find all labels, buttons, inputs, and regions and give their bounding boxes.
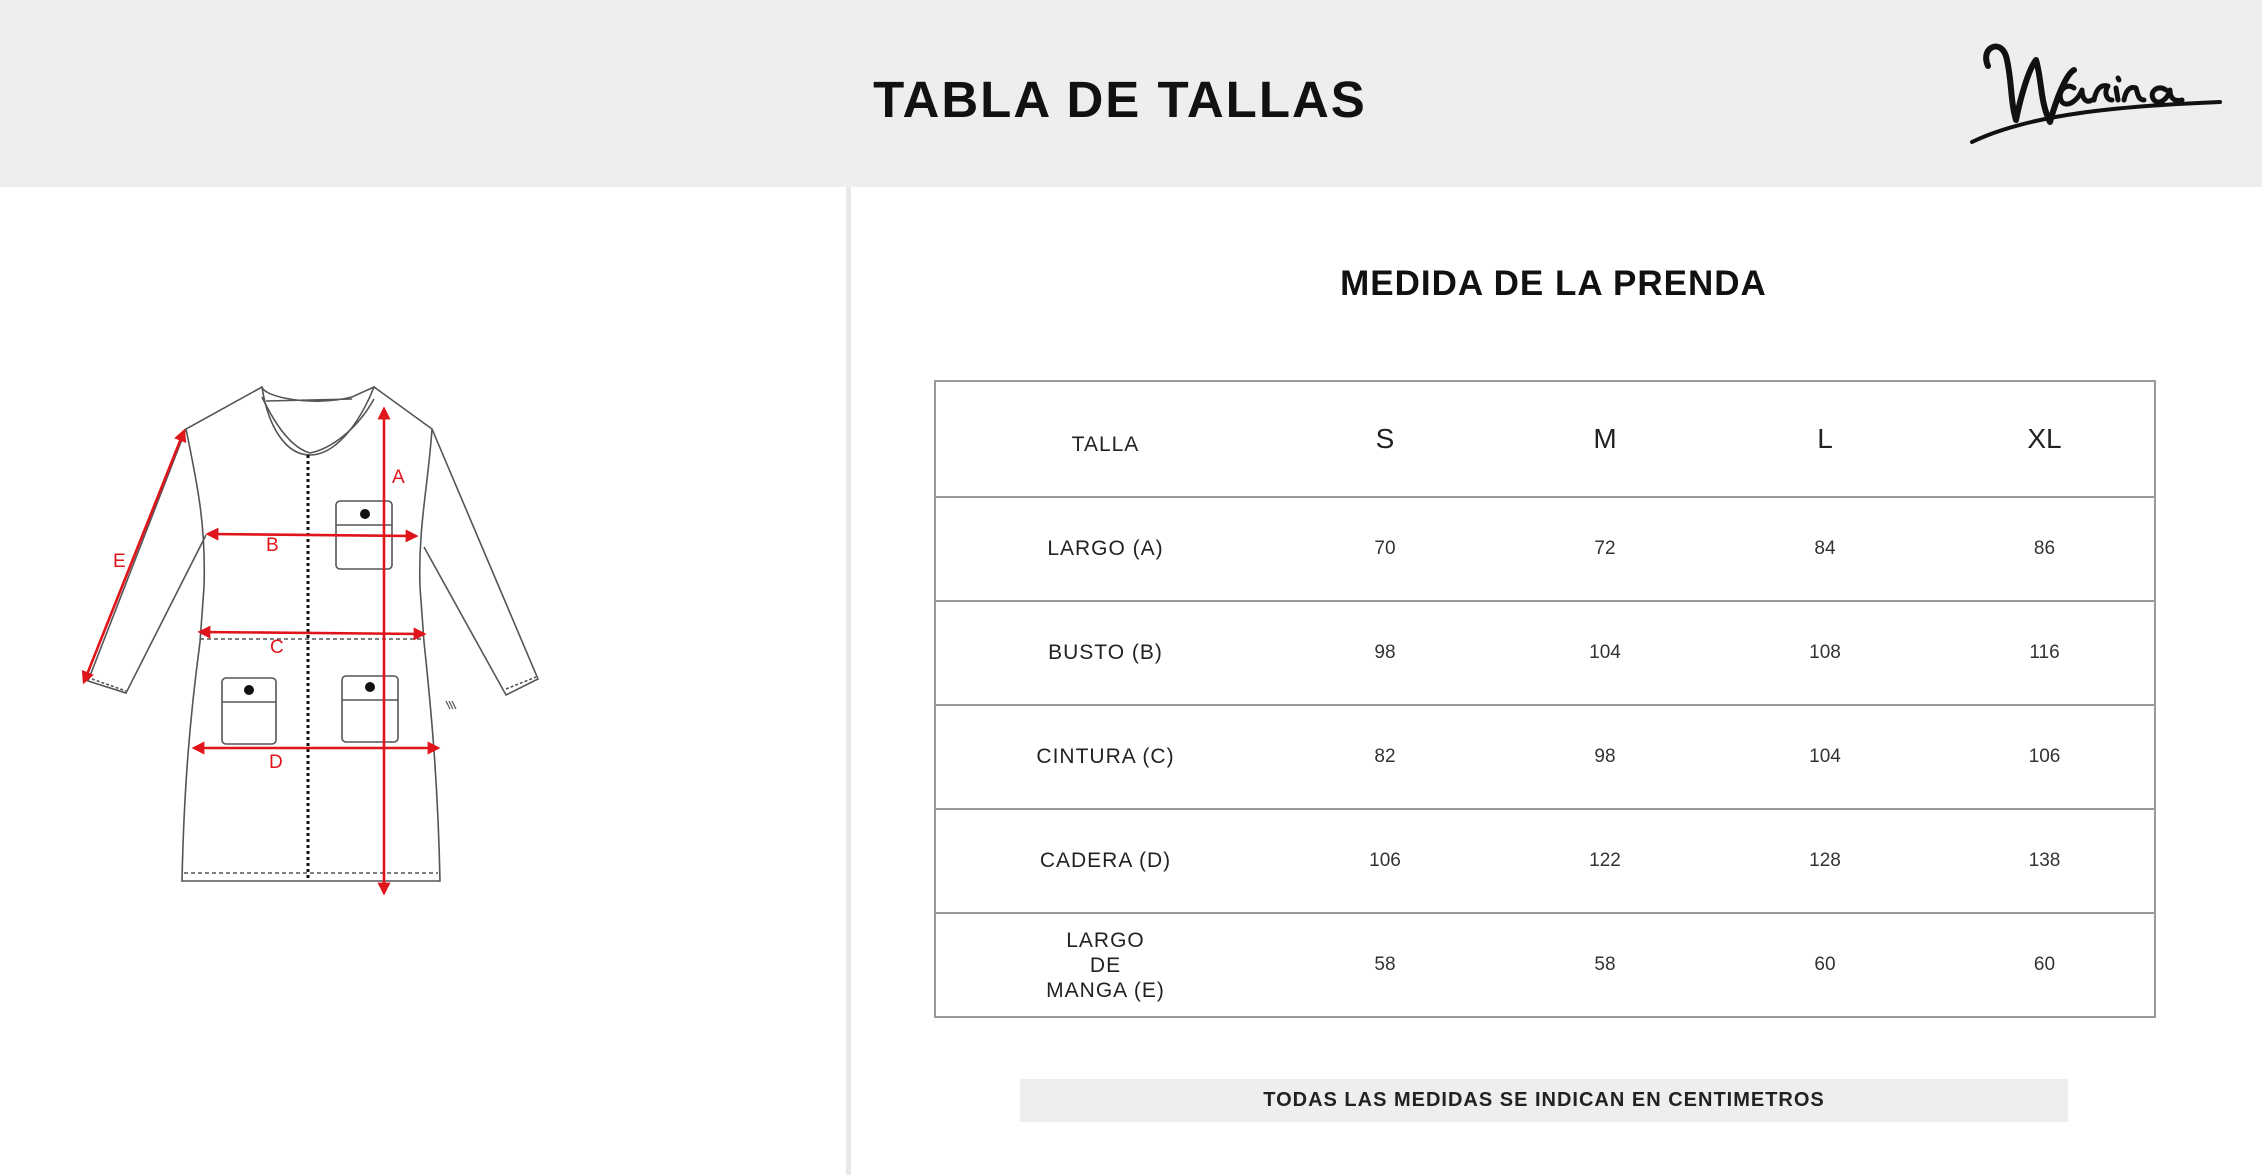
row-label: CADERA (D) xyxy=(935,809,1275,913)
button-dot xyxy=(360,509,370,519)
row-label-lines xyxy=(1046,928,1165,1003)
table-cell: 104 xyxy=(1495,601,1715,705)
table-cell: 98 xyxy=(1495,705,1715,809)
table-cell: 98 xyxy=(1275,601,1495,705)
brand-logo xyxy=(1970,30,2228,148)
table-header-row xyxy=(935,381,2155,497)
table-cell: 106 xyxy=(1275,809,1495,913)
row-label-line: LARGO xyxy=(1066,928,1145,952)
label-a: A xyxy=(392,467,405,488)
table-cell: 116 xyxy=(1935,601,2155,705)
table-cell: 72 xyxy=(1495,497,1715,601)
table-cell: 108 xyxy=(1715,601,1935,705)
page-title: TABLA DE TALLAS xyxy=(873,71,1367,128)
row-label: CINTURA (C) xyxy=(935,705,1275,809)
arrow-c xyxy=(200,632,424,634)
table-cell: 122 xyxy=(1495,809,1715,913)
size-header: S xyxy=(1275,381,1495,497)
row-label-line: DE xyxy=(1089,953,1122,977)
table-cell: 82 xyxy=(1275,705,1495,809)
table-row xyxy=(935,705,2155,809)
units-note: TODAS LAS MEDIDAS SE INDICAN EN CENTIMETROS xyxy=(1020,1079,2068,1122)
table-cell: 138 xyxy=(1935,809,2155,913)
size-header: M xyxy=(1495,381,1715,497)
section-title: MEDIDA DE LA PRENDA xyxy=(1340,264,1767,303)
button-dot xyxy=(365,682,375,692)
table-cell: 104 xyxy=(1715,705,1935,809)
row-label: LARGO (A) xyxy=(935,497,1275,601)
button-dot xyxy=(244,685,254,695)
size-header: L xyxy=(1715,381,1935,497)
garment-diagram xyxy=(0,187,846,1175)
size-table xyxy=(934,380,2156,1018)
table-cell: 84 xyxy=(1715,497,1935,601)
row-label: BUSTO (B) xyxy=(935,601,1275,705)
column-divider xyxy=(846,187,851,1175)
label-d: D xyxy=(269,752,283,773)
header-label: TALLA xyxy=(935,381,1275,497)
table-cell: 60 xyxy=(1935,913,2155,1017)
label-e: E xyxy=(113,551,126,572)
label-b: B xyxy=(266,535,279,556)
table-row xyxy=(935,601,2155,705)
table-cell: 58 xyxy=(1495,913,1715,1017)
table-cell: 128 xyxy=(1715,809,1935,913)
table-cell: 86 xyxy=(1935,497,2155,601)
arrow-e xyxy=(84,431,184,682)
table-row xyxy=(935,809,2155,913)
label-c: C xyxy=(270,637,284,658)
table-cell: 70 xyxy=(1275,497,1495,601)
table-row xyxy=(935,913,2155,1017)
table-cell: 106 xyxy=(1935,705,2155,809)
table-row xyxy=(935,497,2155,601)
table-cell: 60 xyxy=(1715,913,1935,1017)
row-label-line: MANGA (E) xyxy=(1046,978,1165,1002)
size-header: XL xyxy=(1935,381,2155,497)
row-label-multiline xyxy=(935,913,1275,1017)
table-cell: 58 xyxy=(1275,913,1495,1017)
